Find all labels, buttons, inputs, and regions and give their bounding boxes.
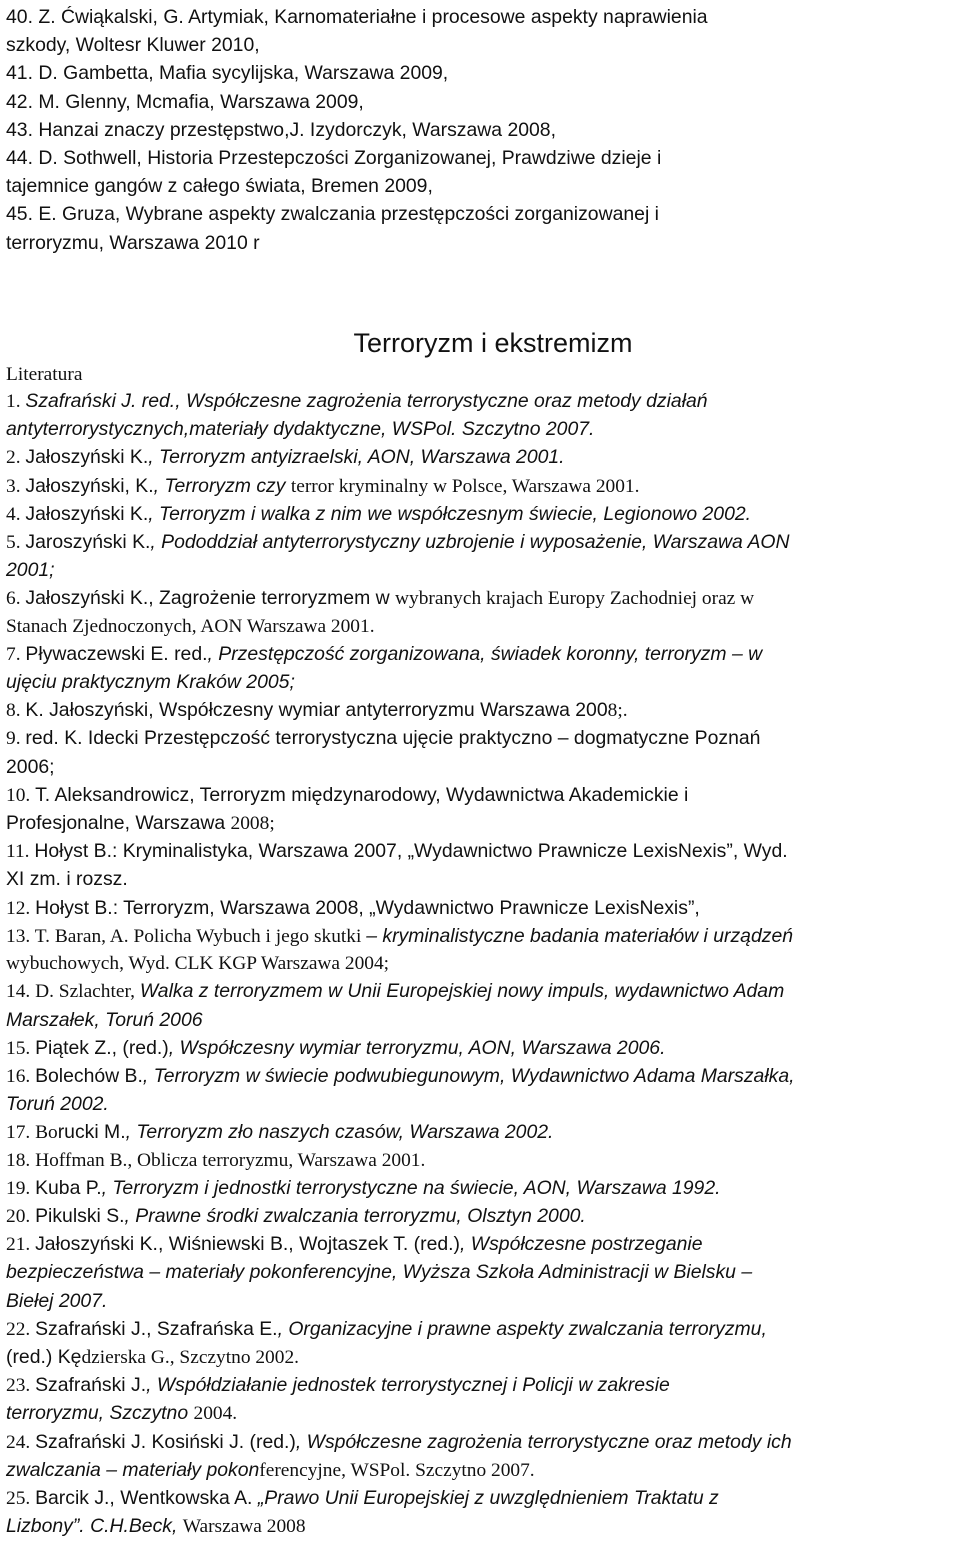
reference-text: tajemnice gangów z całego świata, Bremen 2009,: [6, 175, 433, 198]
reference-line: [6, 501, 954, 529]
reference-text: 11.: [6, 841, 35, 863]
reference-text: 19.: [6, 1177, 36, 1199]
reference-text: terroryzmu, Szczytno: [6, 1402, 194, 1425]
reference-text: Szafrański J., Szafrańska E.: [35, 1317, 278, 1340]
reference-line: [6, 585, 954, 613]
reference-text: 22.: [6, 1318, 36, 1340]
reference-text: Marszałek, Toruń 2006: [6, 1008, 203, 1031]
reference-text: , Współczesne zagrożenia terrorystyczne oraz metody działań: [175, 390, 708, 413]
reference-text: Jaroszyński K.: [25, 531, 151, 554]
reference-text: , Zagrożenie terroryzmem w: [148, 587, 396, 610]
reference-line: [6, 1007, 954, 1035]
reference-text: Jałoszyński K., Wiśniewski B., Wojtaszek T. (red.): [35, 1233, 461, 1256]
reference-text: Stanach Zjednoczonych, AON Warszawa 2001.: [6, 615, 375, 637]
reference-text: ferencyjne, WSPol. Szczytno 2007.: [259, 1459, 535, 1481]
reference-line: [6, 1119, 954, 1147]
reference-text: 2004.: [193, 1403, 238, 1425]
reference-text: , Prawne środki zwalczania terroryzmu, Olsztyn 2000.: [124, 1204, 586, 1227]
reference-line: [6, 473, 954, 501]
reference-text: , Terroryzm w świecie podwubiegunowym, Wydawnictwo Adama Marszałka,: [142, 1064, 795, 1087]
reference-text: Toruń 2002.: [6, 1093, 109, 1116]
reference-text: 3.: [6, 475, 26, 497]
reference-line: [6, 201, 954, 229]
reference-text: Biełej 2007.: [6, 1289, 108, 1312]
reference-text: 8.: [6, 700, 26, 722]
reference-line: [6, 866, 954, 894]
reference-text: , Terroryzm czy: [153, 474, 291, 497]
reference-text: bezpieczeństwa – materiały pokonferencyjne, Wyższa Szkoła Administracji w Bielsku –: [6, 1261, 753, 1284]
reference-text: antyterrorystycznych,materiały dydaktyczne, WSPol. Szczytno 2007.: [6, 418, 595, 441]
reference-line: [6, 388, 954, 416]
reference-text: , Terroryzm zło naszych czasów, Warszawa 2002.: [125, 1121, 554, 1144]
reference-text: ujęciu praktycznym Kraków 2005;: [6, 671, 295, 694]
reference-line: [6, 1148, 954, 1175]
reference-text: szkody, Woltesr Kluwer 2010,: [6, 34, 260, 57]
reference-text: , Pododdział antyterrorystyczny uzbrojenie i wyposażenie, Warszawa AON: [150, 531, 790, 554]
reference-text: Jałoszyński, K.: [25, 474, 154, 497]
section-heading: Terroryzm i ekstremizm: [353, 327, 633, 358]
reference-text: Szafrański J. red.: [25, 390, 176, 413]
reference-text: 25.: [6, 1487, 36, 1509]
reference-text: Lizbony”. C.H.Beck,: [6, 1515, 183, 1538]
reference-line: [6, 1203, 954, 1231]
reference-text: 2006;: [6, 755, 55, 778]
reference-text: , Terroryzm i walka z nim we współczesnym świecie, Legionowo 2002.: [148, 502, 752, 525]
reference-text: , Współczesne zagrożenia terrorystyczne oraz metody ich: [295, 1430, 792, 1453]
reference-line: [6, 60, 954, 88]
reference-text: : Terroryzm, Warszawa 2008, „Wydawnictwo Prawnicze LexisNexis”,: [112, 896, 700, 919]
reference-text: – kryminalistyczne badania materiałów i urządzeń: [366, 924, 794, 947]
reference-text: Pływaczewski E. red.: [25, 642, 208, 665]
reference-text: , Współczesne postrzeganie: [460, 1233, 703, 1256]
reference-text: Szafrański J.: [35, 1374, 147, 1397]
reference-text: terror kryminalny w Polsce, Warszawa 2001.: [290, 475, 640, 497]
reference-text: 41. D. Gambetta, Mafia sycylijska, Warszawa 2009,: [6, 62, 449, 85]
reference-line: [6, 1288, 954, 1316]
reference-text: 2.: [6, 447, 26, 469]
reference-line: [6, 978, 954, 1006]
reference-text: Hołyst B.: [35, 896, 113, 919]
reference-text: Barcik J., Wentkowska A.: [35, 1486, 258, 1509]
reference-line: [6, 895, 954, 923]
reference-line: [6, 444, 954, 472]
reference-text: Kuba P.: [35, 1176, 102, 1199]
reference-text: , Współczesny wymiar terroryzmu, AON, Warszawa 2006.: [168, 1036, 666, 1059]
reference-line: [6, 1259, 954, 1287]
reference-line: [6, 529, 954, 557]
reference-text: 42. M. Glenny, Mcmafia, Warszawa 2009,: [6, 90, 364, 113]
reference-text: 5.: [6, 532, 26, 554]
reference-line: [6, 1091, 954, 1119]
reference-text: , Organizacyjne i prawne aspekty zwalczania terroryzmu,: [277, 1317, 767, 1340]
reference-text: zwalczania – materiały pokon: [6, 1458, 260, 1481]
reference-line: [6, 1344, 954, 1372]
reference-text: 23.: [6, 1375, 36, 1397]
reference-line: [6, 89, 954, 117]
reference-text: 45. E. Gruza, Wybrane aspekty zwalczania przestępczości zorganizowanej i: [6, 203, 659, 226]
reference-line: [6, 1485, 954, 1513]
reference-line: [6, 614, 954, 641]
reference-text: Bolechów B.: [35, 1064, 143, 1087]
reference-text: rucki M.: [57, 1121, 126, 1144]
bibliography-continued: [6, 4, 954, 258]
reference-line: [6, 1231, 954, 1259]
reference-line: [6, 1400, 954, 1428]
reference-line: [6, 1457, 954, 1485]
reference-text: 21.: [6, 1234, 36, 1256]
reference-text: 24.: [6, 1431, 36, 1453]
reference-text: 7.: [6, 643, 26, 665]
reference-text: Profesjonalne, Warszawa: [6, 812, 231, 835]
reference-line: [6, 725, 954, 753]
reference-text: 8;.: [607, 700, 628, 722]
reference-text: 20.: [6, 1205, 36, 1227]
reference-text: 40. Z. Ćwiąkalski, G. Artymiak, Karnomateriałne i procesowe aspekty naprawienia: [6, 6, 708, 28]
reference-line: [6, 1175, 954, 1203]
reference-text: Piątek Z., (red.): [35, 1036, 169, 1059]
reference-text: 10.: [6, 784, 36, 806]
reference-line: [6, 557, 954, 585]
reference-text: „Prawo Unii Europejskiej z uwzględnieniem Traktatu z: [257, 1486, 719, 1509]
reference-text: 1.: [6, 391, 26, 413]
literature-list: [6, 388, 954, 1541]
reference-text: 14. D. Szlachter,: [6, 981, 140, 1003]
reference-text: 2001;: [6, 559, 55, 582]
reference-text: , Terroryzm antyizraelski, AON, Warszawa 2001.: [148, 446, 565, 469]
reference-line: [6, 173, 954, 201]
reference-line: [6, 1429, 954, 1457]
reference-text: Hołyst B.: [34, 840, 112, 863]
reference-line: [6, 32, 954, 60]
reference-text: 15.: [6, 1037, 36, 1059]
reference-line: [6, 1513, 954, 1541]
reference-text: XI zm. i rozsz.: [6, 868, 128, 891]
reference-text: Jałoszyński K.: [25, 446, 149, 469]
reference-text: , Współdziałanie jednostek terrorystycznej i Policji w zakresie: [146, 1374, 670, 1397]
reference-text: 4.: [6, 503, 26, 525]
reference-text: K. Jałoszyński, Współczesny wymiar antyterroryzmu Warszawa 200: [25, 699, 608, 722]
reference-text: 18. Hoffman B., Oblicza terroryzmu, Warszawa 2001.: [6, 1149, 426, 1171]
reference-line: [6, 754, 954, 782]
reference-text: 2008;: [230, 813, 275, 835]
section-gap: [6, 258, 954, 324]
reference-line: [6, 1316, 954, 1344]
reference-text: dzierska G., Szczytno 2002.: [81, 1346, 299, 1368]
reference-line: [6, 810, 954, 838]
reference-text: (red.) Kę: [6, 1345, 82, 1368]
reference-text: wybuchowych, Wyd. CLK KGP Warszawa 2004;: [6, 953, 390, 975]
reference-text: 12.: [6, 897, 36, 919]
reference-line: [6, 697, 954, 725]
reference-line: [6, 117, 954, 145]
reference-text: wybranych krajach Europy Zachodniej oraz w: [395, 588, 755, 610]
reference-text: 44. D. Sothwell, Historia Przestepczości Zorganizowanej, Prawdziwe dzieje i: [6, 147, 662, 170]
reference-text: 16.: [6, 1065, 36, 1087]
reference-line: [6, 782, 954, 810]
reference-line: [6, 923, 954, 951]
reference-line: [6, 416, 954, 444]
reference-line: [6, 230, 954, 258]
reference-line: [6, 1063, 954, 1091]
reference-line: [6, 4, 954, 32]
reference-text: Pikulski S.: [35, 1204, 125, 1227]
reference-text: 17. Bo: [6, 1122, 58, 1144]
reference-line: [6, 1372, 954, 1400]
reference-text: terroryzmu, Warszawa 2010 r: [6, 231, 260, 254]
reference-line: [6, 145, 954, 173]
section-subheading: Literatura: [6, 363, 83, 385]
reference-text: 6.: [6, 588, 26, 610]
reference-text: red. K. Idecki Przestępczość terrorystyczna ujęcie praktyczno – dogmatyczne Poznań: [25, 727, 761, 750]
reference-text: Jałoszyński K.: [25, 587, 149, 610]
reference-text: Walka z terroryzmem w Unii Europejskiej nowy impuls, wydawnictwo Adam: [139, 980, 785, 1003]
reference-text: Szafrański J. Kosiński J. (red.): [35, 1430, 296, 1453]
reference-text: 43. Hanzai znaczy przestępstwo,J. Izydorczyk, Warszawa 2008,: [6, 118, 556, 141]
reference-text: 9.: [6, 728, 26, 750]
reference-line: [6, 641, 954, 669]
reference-line: [6, 951, 954, 978]
reference-text: T. Aleksandrowicz, Terroryzm międzynarodowy, Wydawnictwa Akademickie i: [35, 783, 689, 806]
reference-text: , Terroryzm i jednostki terrorystyczne na świecie, AON, Warszawa 1992.: [101, 1176, 721, 1199]
reference-text: Jałoszyński K.: [25, 502, 149, 525]
reference-text: Warszawa 2008: [182, 1516, 306, 1538]
reference-text: , Przestępczość zorganizowana, świadek koronny, terroryzm – w: [207, 642, 763, 665]
reference-text: 13. T. Baran, A. Policha Wybuch i jego skutki: [6, 925, 367, 947]
reference-line: [6, 1035, 954, 1063]
reference-text: : Kryminalistyka, Warszawa 2007, „Wydawnictwo Prawnicze LexisNexis”, Wyd.: [111, 840, 788, 863]
reference-line: [6, 838, 954, 866]
reference-line: [6, 669, 954, 697]
